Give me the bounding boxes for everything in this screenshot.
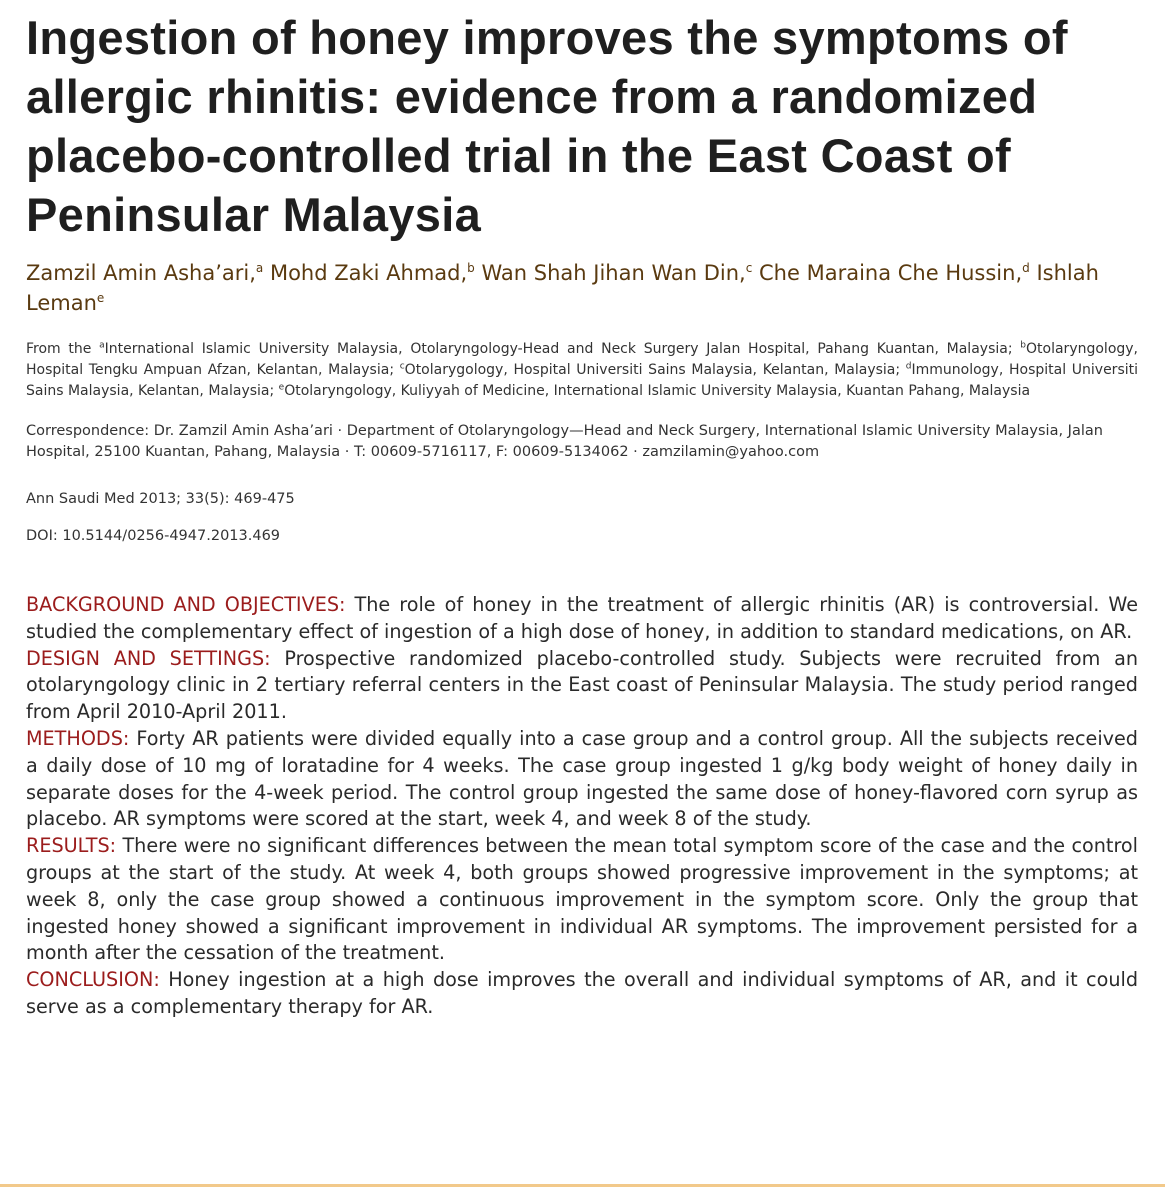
section-heading: METHODS: [26,726,130,750]
section-heading: CONCLUSION: [26,968,160,992]
bottom-divider [0,1184,1165,1187]
abstract [26,592,1138,1021]
author-list [26,258,1138,318]
author[interactable]: Che Maraina Che Hussin,$^d$ [759,261,1030,285]
author[interactable]: Zamzil Amin Asha’ari,$^a$ [26,261,264,285]
abstract-background: BACKGROUND AND OBJECTIVES: The role of honey in the treatment of allergic rhinitis (AR) is controversial. We studied the complementary effect of ingestion of a high dose of honey, in addition to standard medications, on AR. [26,593,1139,643]
article-title: Ingestion of honey improves the symptoms of allergic rhinitis: evidence from a randomized placebo-controlled trial in the East Coast of Peninsular Malaysia [26,11,1068,241]
section-heading: RESULTS: [26,834,117,858]
correspondence: Correspondence: Dr. Zamzil Amin Asha’ari · Department of Otolaryngology—Head and Neck Surgery, International Islamic University Malaysia, Jalan Hospital, 25100 Kuantan, Pahang, Malaysia · T: 00609-5716117, F: 00609-5134062 · zamzilamin@yahoo.com [26,423,1103,460]
abstract-design: DESIGN AND SETTINGS: Prospective randomized placebo-controlled study. Subjects were recruited from an otolaryngology clinic in 2 tertiary referral centers in the East coast of Peninsular Malaysia. The study period ranged from April 2010-April 2011. [26,646,1138,724]
author[interactable]: Ishlah Leman$^e$ [26,261,1099,315]
author[interactable]: Mohd Zaki Ahmad,$^b$ [269,261,475,285]
section-heading: DESIGN AND SETTINGS: [26,646,271,670]
article-header [26,8,1138,1021]
abstract-results: RESULTS: There were no significant differences between the mean total symptom score of the case and the control groups at the start of the study. At week 4, both groups showed progressive improvement in the symptoms; at week 8, only the case group showed a continuous improvement in the symptom score. Only the group that ingested honey showed a significant improvement in individual AR symptoms. The improvement persisted for a month after the cessation of the treatment. [26,834,1138,965]
abstract-conclusion: CONCLUSION: Honey ingestion at a high dose improves the overall and individual symptoms of AR, and it could serve as a complementary therapy for AR. [26,968,1138,1018]
abstract-methods: METHODS: Forty AR patients were divided equally into a case group and a control group. All the subjects received a daily dose of 10 mg of loratadine for 4 weeks. The case group ingested 1 g/kg body weight of honey daily in separate doses for the 4-week period. The control group ingested the same dose of honey-flavored corn syrup as placebo. AR symptoms were scored at the start, week 4, and week 8 of the study. [26,726,1138,831]
section-heading: BACKGROUND AND OBJECTIVES: [26,593,346,616]
affiliations: From the $^a$International Islamic University Malaysia, Otolaryngology-Head and Neck Surgery Jalan Hospital, Pahang Kuantan, Malaysia; $^b$Otolaryngology, Hospital Tengku Ampuan Afzan, Kelantan, Malaysia; $^c$Otolarygology, Hospital Universiti Sains Malaysia, Kelantan, Malaysia; $^d$Immunology, Hospital Universiti Sains Malaysia, Kelantan, Malaysia; $^e$Otolaryngology, Kuliyyah of Medicine, International Islamic University Malaysia, Kuantan Pahang, Malaysia [26,340,1139,399]
author[interactable]: Wan Shah Jihan Wan Din,$^c$ [481,261,753,285]
doi-link[interactable]: DOI: 10.5144/0256-4947.2013.469 [26,528,281,544]
citation: Ann Saudi Med 2013; 33(5): 469-475 [26,491,295,507]
